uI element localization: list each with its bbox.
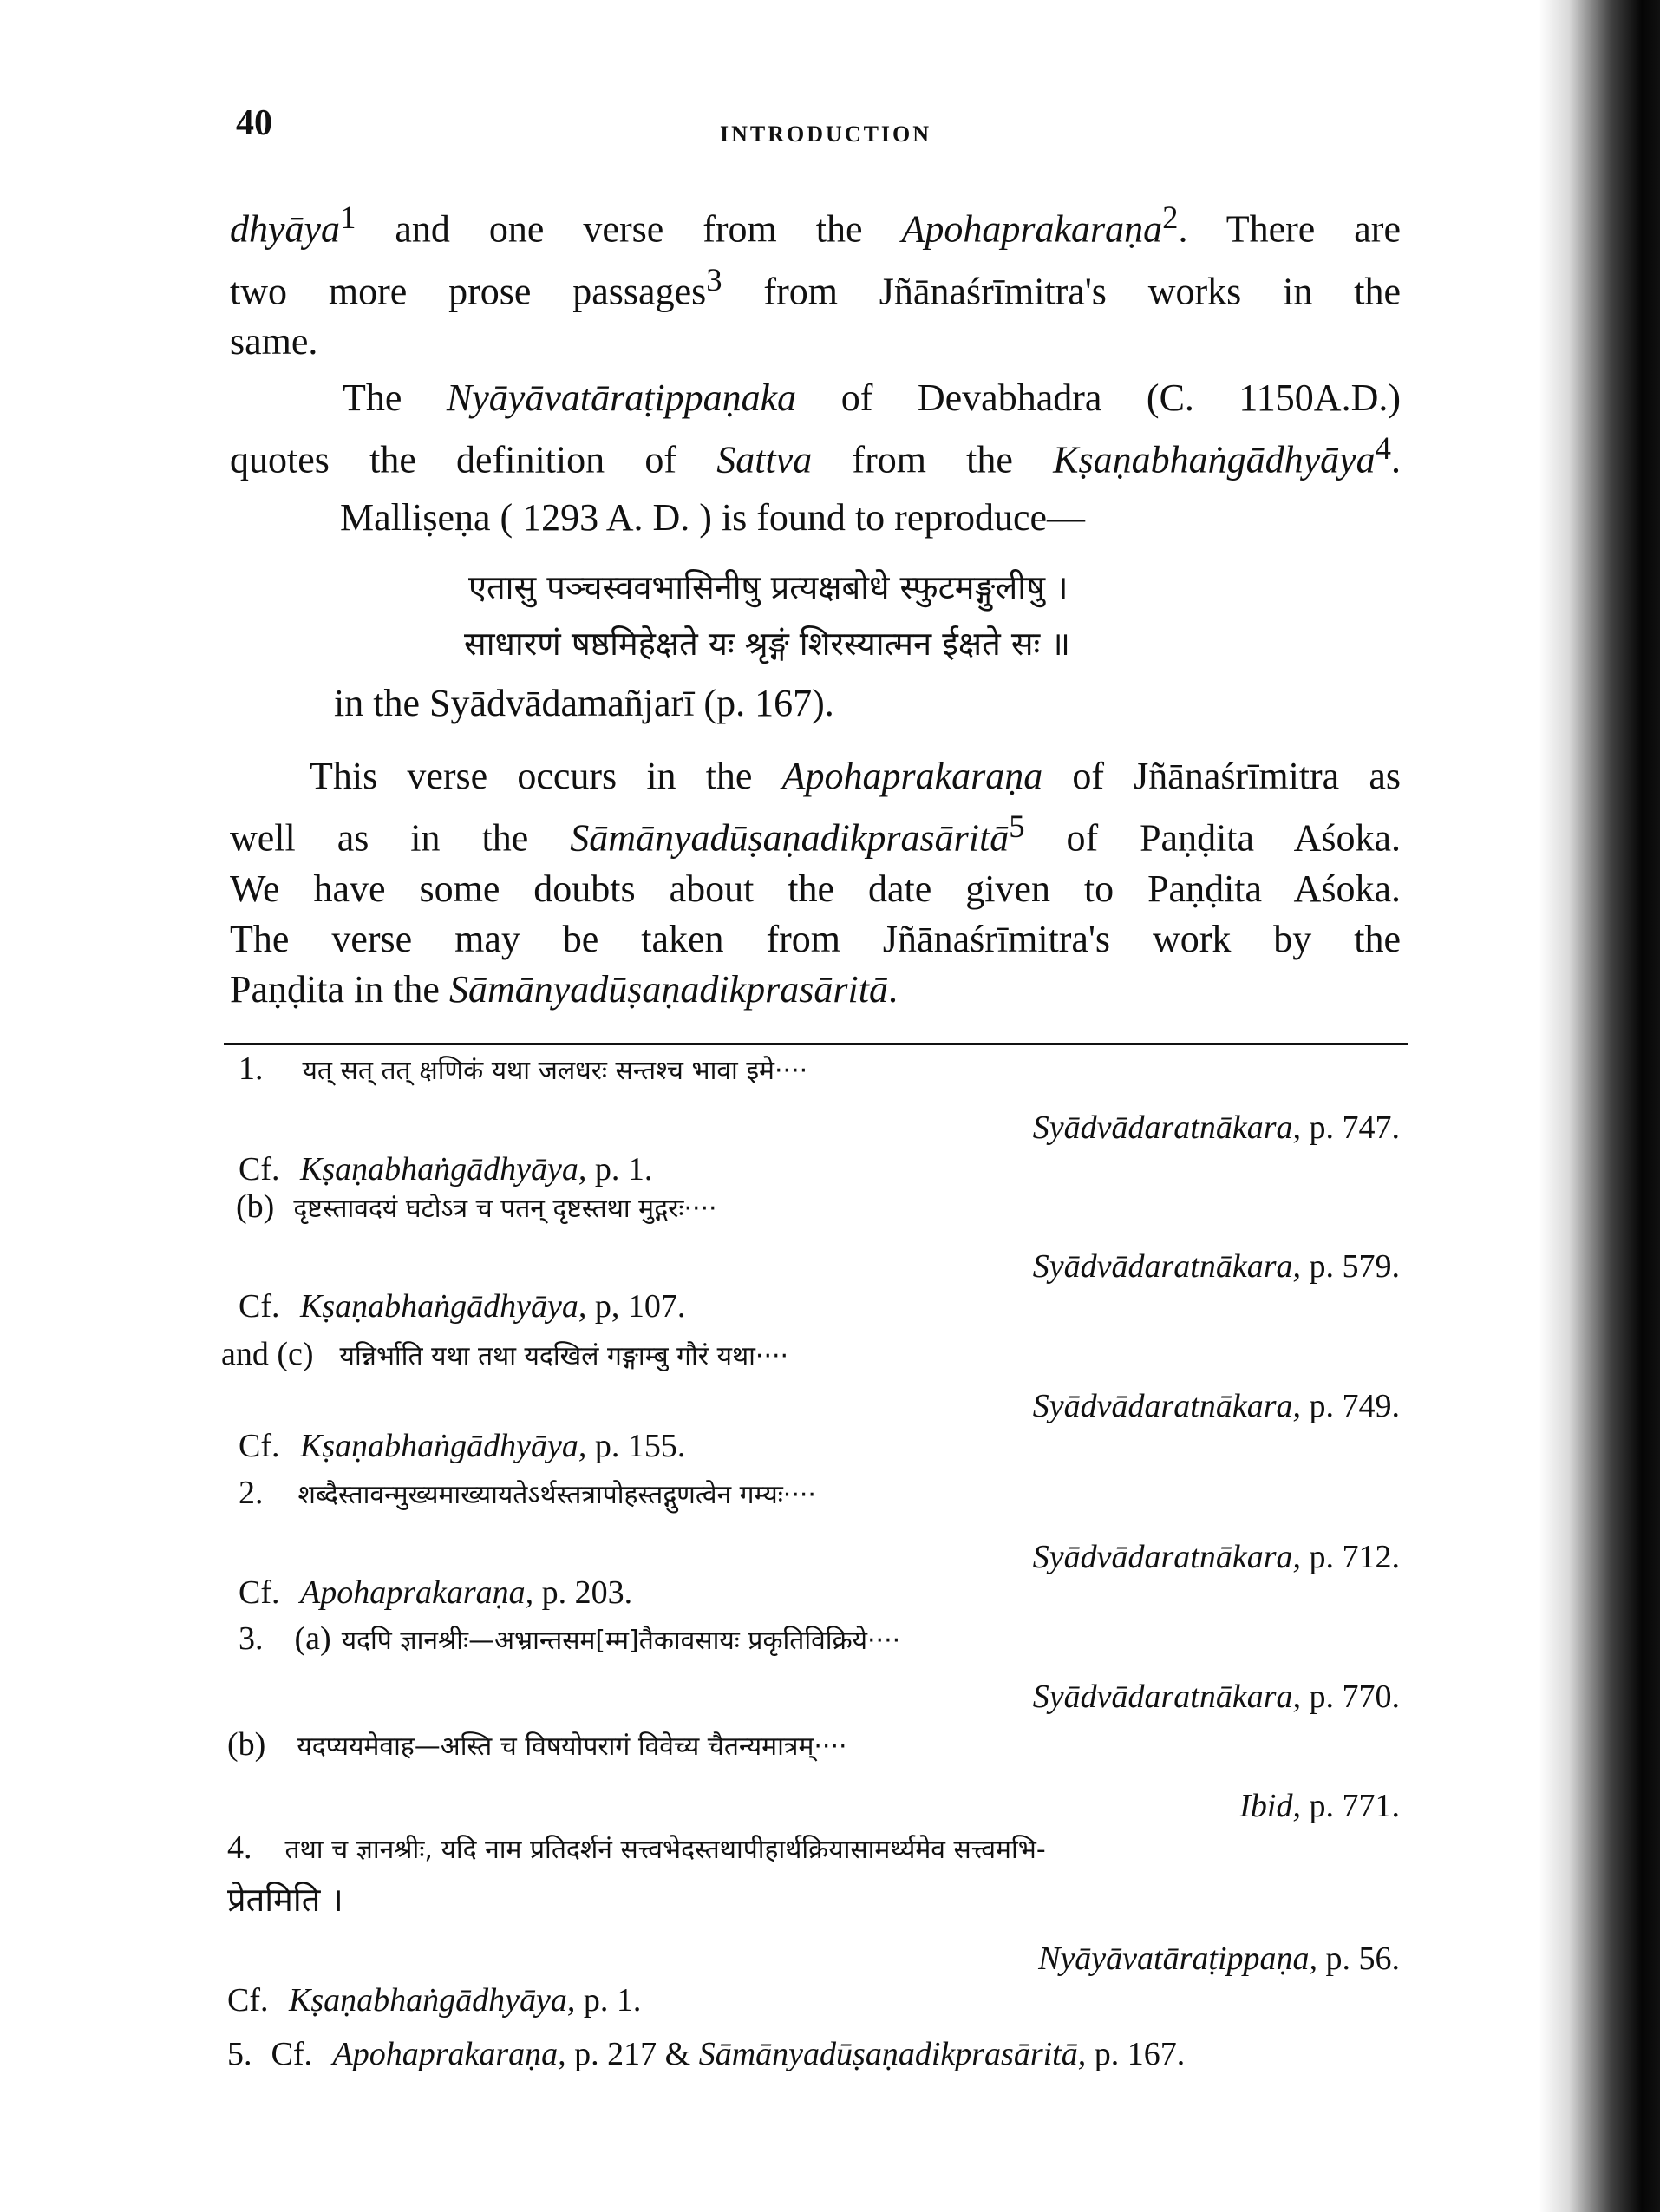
sanskrit-quote: यन्निर्भाति यथा तथा यदखिलं गङ्गाम्बु गौरं यथा···· (339, 1341, 789, 1371)
cf-label: Cf. (227, 1982, 269, 2019)
source-page: p. 749. (1301, 1388, 1400, 1424)
footnote-1c-source (1033, 1384, 1400, 1428)
footnote-number: 2. (239, 1475, 264, 1511)
item-label: (b) (227, 1726, 266, 1763)
source-title: Ibid, (1239, 1788, 1301, 1824)
footnote-2-source (1033, 1535, 1400, 1579)
source-page: p. 771. (1301, 1788, 1400, 1824)
sanskrit-quote: दृष्टस्तावदयं घटोऽत्र च पतन् दृष्टस्तथा मुद्गरः···· (293, 1194, 717, 1224)
scan-edge-shadow (1539, 0, 1660, 2212)
footnote-ref: 5 (1009, 808, 1025, 844)
text: . (1390, 438, 1401, 481)
cf-label: Cf. (239, 1151, 280, 1188)
page-ref: p. 203. (533, 1574, 633, 1611)
source-page: p. 56. (1317, 1940, 1400, 1977)
source-title: Syādvādaratnākara, (1032, 1388, 1301, 1424)
page-ref: p, 107. (586, 1288, 686, 1325)
work-title: dhyāya (230, 207, 341, 251)
work-title: Apohaprakaraṇa (901, 207, 1163, 251)
footnote-number: 4. (227, 1829, 252, 1866)
work-title: Nyāyāvatāraṭippaṇaka (446, 376, 797, 419)
running-head: INTRODUCTION (720, 121, 932, 147)
footnote-3a-line (239, 1617, 900, 1663)
work-title: Apohaprakaraṇa, (332, 2036, 566, 2072)
footnote-number: 1. (239, 1050, 264, 1087)
footnote-ref: 2 (1162, 200, 1179, 235)
item-label: and (c) (221, 1336, 314, 1372)
term: Sattva (716, 438, 813, 481)
cf-label: Cf. (271, 2036, 312, 2072)
footnote-1-source (1033, 1106, 1400, 1149)
text: quotes the definition of (230, 438, 717, 481)
footnote-1b-source (1033, 1245, 1400, 1288)
paragraph-2-line-2 (230, 423, 1401, 486)
page-ref: p. 1. (575, 1982, 642, 2019)
footnote-4-line-1 (227, 1826, 1046, 1872)
page-ref: p. 1. (586, 1151, 653, 1188)
footnote-2-cf (239, 1571, 632, 1614)
text: from Jñānaśrīmitra's works in the (722, 270, 1401, 313)
footnote-1c-line (221, 1332, 788, 1378)
text: two more prose passages (230, 270, 707, 313)
paragraph-1-line-1 (230, 193, 1401, 255)
footnote-rule (224, 1043, 1408, 1045)
text: . There are (1178, 207, 1401, 251)
footnote-5-line (227, 2032, 1185, 2076)
footnote-4-source (1038, 1937, 1400, 1980)
source-page: p. 579. (1301, 1248, 1400, 1285)
text: of Paṇḍita Aśoka. (1024, 816, 1401, 860)
page-ref: p. 217 & (565, 2036, 699, 2072)
footnote-ref: 4 (1375, 430, 1391, 466)
source-page: p. 747. (1301, 1109, 1400, 1146)
text: and one verse from the (356, 207, 902, 251)
text: well as in the (230, 816, 571, 860)
source-title: Syādvādaratnākara, (1032, 1679, 1301, 1715)
work-title: Kṣaṇabhaṅgādhyāya (1053, 438, 1376, 481)
work-title: Kṣaṇabhaṅgādhyāya, (300, 1151, 587, 1188)
sanskrit-verse-line-2: साधारणं षष्ठमिहेक्षते यः श्रृङ्गं शिरस्यात्मन ईक्षते सः ॥ (464, 625, 1071, 663)
footnote-1b-cf (239, 1285, 685, 1328)
paragraph-3-line-5 (230, 965, 1401, 1015)
work-title: Apohaprakaraṇa, (300, 1574, 534, 1611)
footnote-1b-line (236, 1185, 717, 1231)
sanskrit-verse-line-1: एतासु पञ्चस्ववभासिनीषु प्रत्यक्षबोधे स्फुटमङ्गुलीषु । (468, 568, 1069, 606)
sanskrit-quote: यत् सत् तत् क्षणिकं यथा जलधरः सन्तश्च भावा इमे···· (302, 1056, 808, 1086)
footnote-4-cf (227, 1979, 641, 2022)
page-ref: p. 167. (1086, 2036, 1186, 2072)
footnote-2-line (239, 1471, 816, 1517)
work-title: Kṣaṇabhaṅgādhyāya, (300, 1288, 587, 1325)
cf-label: Cf. (239, 1574, 280, 1611)
work-title: Apohaprakaraṇa (781, 755, 1043, 797)
text: Paṇḍita in the (230, 967, 449, 1011)
source-title: Nyāyāvatāraṭippaṇa, (1038, 1940, 1317, 1977)
paragraph-3-line-2 (230, 802, 1401, 864)
work-title: Kṣaṇabhaṅgādhyāya, (289, 1982, 576, 2019)
footnote-3b-source (1239, 1784, 1400, 1828)
syadvadamanjari-line: in the Syādvādamañjarī (p. 167). (334, 682, 834, 724)
paragraph-3 (230, 751, 1401, 1015)
page-ref: p. 155. (586, 1428, 686, 1464)
text: from the (812, 438, 1054, 481)
paragraph-1 (230, 193, 1401, 367)
sanskrit-quote: यदप्ययमेवाह—अस्ति च विषयोपरागं विवेच्य चैतन्यमात्रम्···· (297, 1731, 847, 1762)
work-title: Sāmānyadūṣaṇadikprasāritā (570, 816, 1010, 860)
work-title: Kṣaṇabhaṅgādhyāya, (300, 1428, 587, 1464)
mallisena-line: Malliṣeṇa ( 1293 A. D. ) is found to reproduce— (340, 496, 1086, 539)
text: This verse occurs in the (310, 755, 782, 797)
text: The (343, 376, 447, 419)
text: of Jñānaśrīmitra as (1042, 755, 1401, 797)
footnote-4-line-2: प्रेतमिति । (227, 1881, 343, 1919)
paragraph-3-line-1 (230, 751, 1401, 802)
item-label: (a) (294, 1620, 331, 1657)
footnote-number: 5. (227, 2036, 252, 2072)
paragraph-2-line-1 (230, 373, 1401, 423)
paragraph-3-line-4: The verse may be taken from Jñānaśrīmitra's work by the (230, 917, 1401, 960)
paragraph-1-line-2 (230, 255, 1401, 317)
footnote-1c-cf (239, 1424, 685, 1468)
paragraph-2 (230, 373, 1401, 486)
footnote-ref: 1 (340, 200, 356, 235)
paragraph-1-line-3: same. (230, 320, 318, 363)
source-title: Syādvādaratnākara, (1032, 1109, 1301, 1146)
work-title: Sāmānyadūṣaṇadikprasāritā (448, 967, 888, 1011)
footnote-number: 3. (239, 1620, 264, 1657)
cf-label: Cf. (239, 1288, 280, 1325)
footnote-3a-source (1033, 1675, 1400, 1718)
source-page: p. 712. (1301, 1539, 1400, 1575)
footnote-1-line (239, 1047, 807, 1093)
sanskrit-quote: शब्दैस्तावन्मुख्यमाख्यायतेऽर्थस्तत्रापोहस्तद्गुणत्वेन गम्यः···· (297, 1480, 816, 1510)
cf-label: Cf. (239, 1428, 280, 1464)
text: of Devabhadra (C. 1150A.D.) (796, 376, 1401, 419)
source-title: Syādvādaratnākara, (1032, 1539, 1301, 1575)
source-title: Syādvādaratnākara, (1032, 1248, 1301, 1285)
footnote-3b-line (227, 1723, 847, 1769)
paragraph-3-line-3: We have some doubts about the date given to Paṇḍita Aśoka. (230, 867, 1401, 910)
work-title: Sāmānyadūṣaṇadikprasāritā, (698, 2036, 1087, 2072)
text: . (887, 967, 898, 1011)
page-number: 40 (236, 103, 272, 143)
source-page: p. 770. (1301, 1679, 1400, 1715)
footnote-ref: 3 (706, 261, 722, 298)
item-label: (b) (236, 1188, 275, 1225)
sanskrit-quote: यदपि ज्ञानश्रीः—अभ्रान्तसम[म्म]तैकावसायः प्रकृतिविक्रिये···· (341, 1626, 901, 1656)
sanskrit-quote: तथा च ज्ञानश्रीः, यदि नाम प्रतिदर्शनं सत्त्वभेदस्तथापीहार्थक्रियासामर्थ्यमेव सत्त्वमभि- (284, 1835, 1046, 1865)
